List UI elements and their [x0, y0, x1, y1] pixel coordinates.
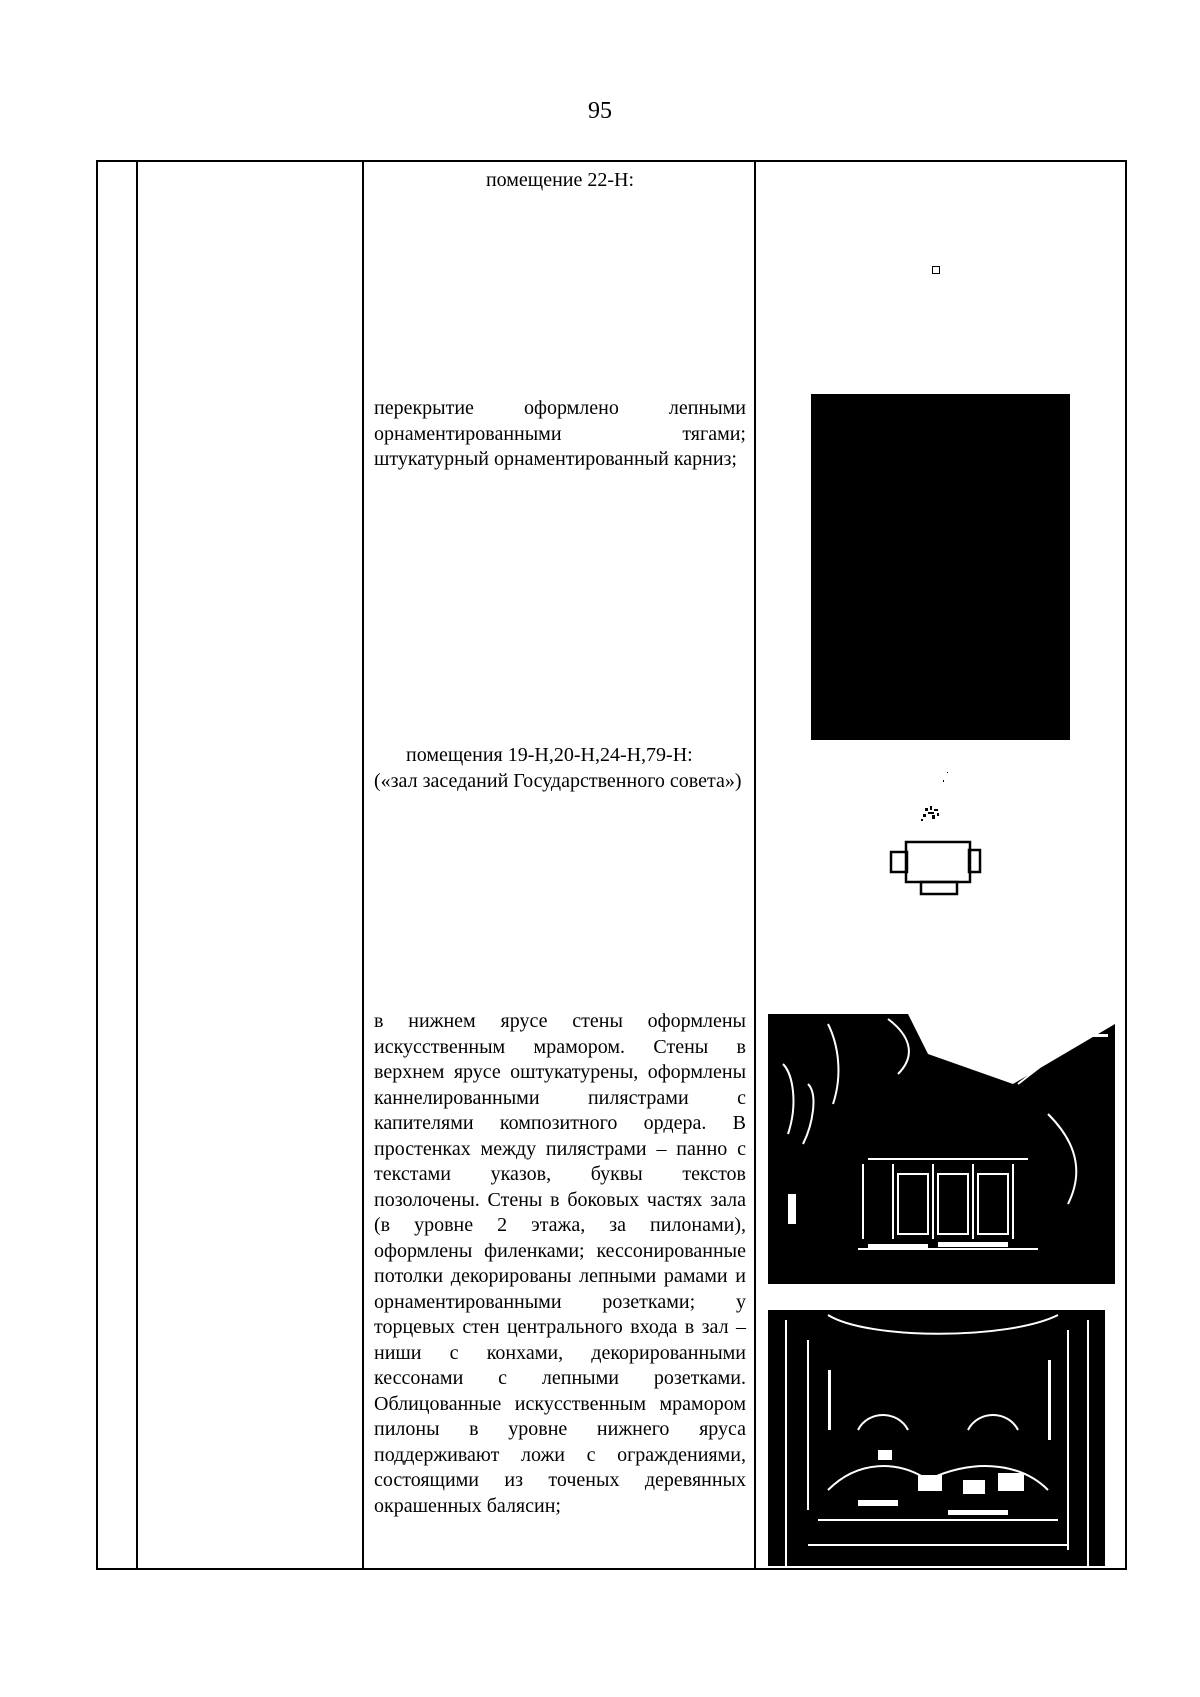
hall-rooms-heading: помещения 19-Н,20-Н,24-Н,79-Н:	[406, 744, 693, 766]
ceiling-description: перекрытие оформлено лепными орнаментированными тягами; штукатурный орнаментированный карниз;	[374, 397, 746, 470]
hall-interior-photo-1	[768, 1014, 1115, 1284]
floor-plan-icon	[877, 762, 997, 912]
small-square-marker	[932, 266, 940, 274]
page-number: 95	[588, 98, 612, 124]
ceiling-photo	[811, 394, 1070, 740]
photo-column	[757, 162, 1125, 1568]
column-divider-3	[754, 162, 756, 1568]
hall-interior-photo-2	[768, 1310, 1105, 1566]
column-divider-1	[136, 162, 138, 1568]
column-divider-2	[362, 162, 364, 1568]
walls-description: в нижнем ярусе стены оформлены искусственным мрамором. Стены в верхнем ярусе оштукатурены, оформлены каннелированными пилястрами с капителями композитного ордера. В простенках между пилястрами – панно с текстами указов, буквы текстов позолочены. Стены в боковых частях зала (в уровне 2 этажа, за пилонами), оформлены филенками; кессонированные потолки декорированы лепными рамами и орнаментированными розетками; у торцевых стен центрального входа в зал – ниши с конхами, декорированными кессонами с лепными розетками. Облицованные искусственным мрамором пилоны в уровне нижнего яруса поддерживают ложи с ограждениями, состоящими из точеных деревянных окрашенных балясин;	[374, 1010, 746, 1517]
monument-table	[96, 160, 1127, 1570]
hall-name: («зал заседаний Государственного совета»)	[374, 770, 742, 792]
description-column	[365, 162, 754, 1568]
room-22n-heading: помещение 22-Н:	[485, 169, 635, 191]
